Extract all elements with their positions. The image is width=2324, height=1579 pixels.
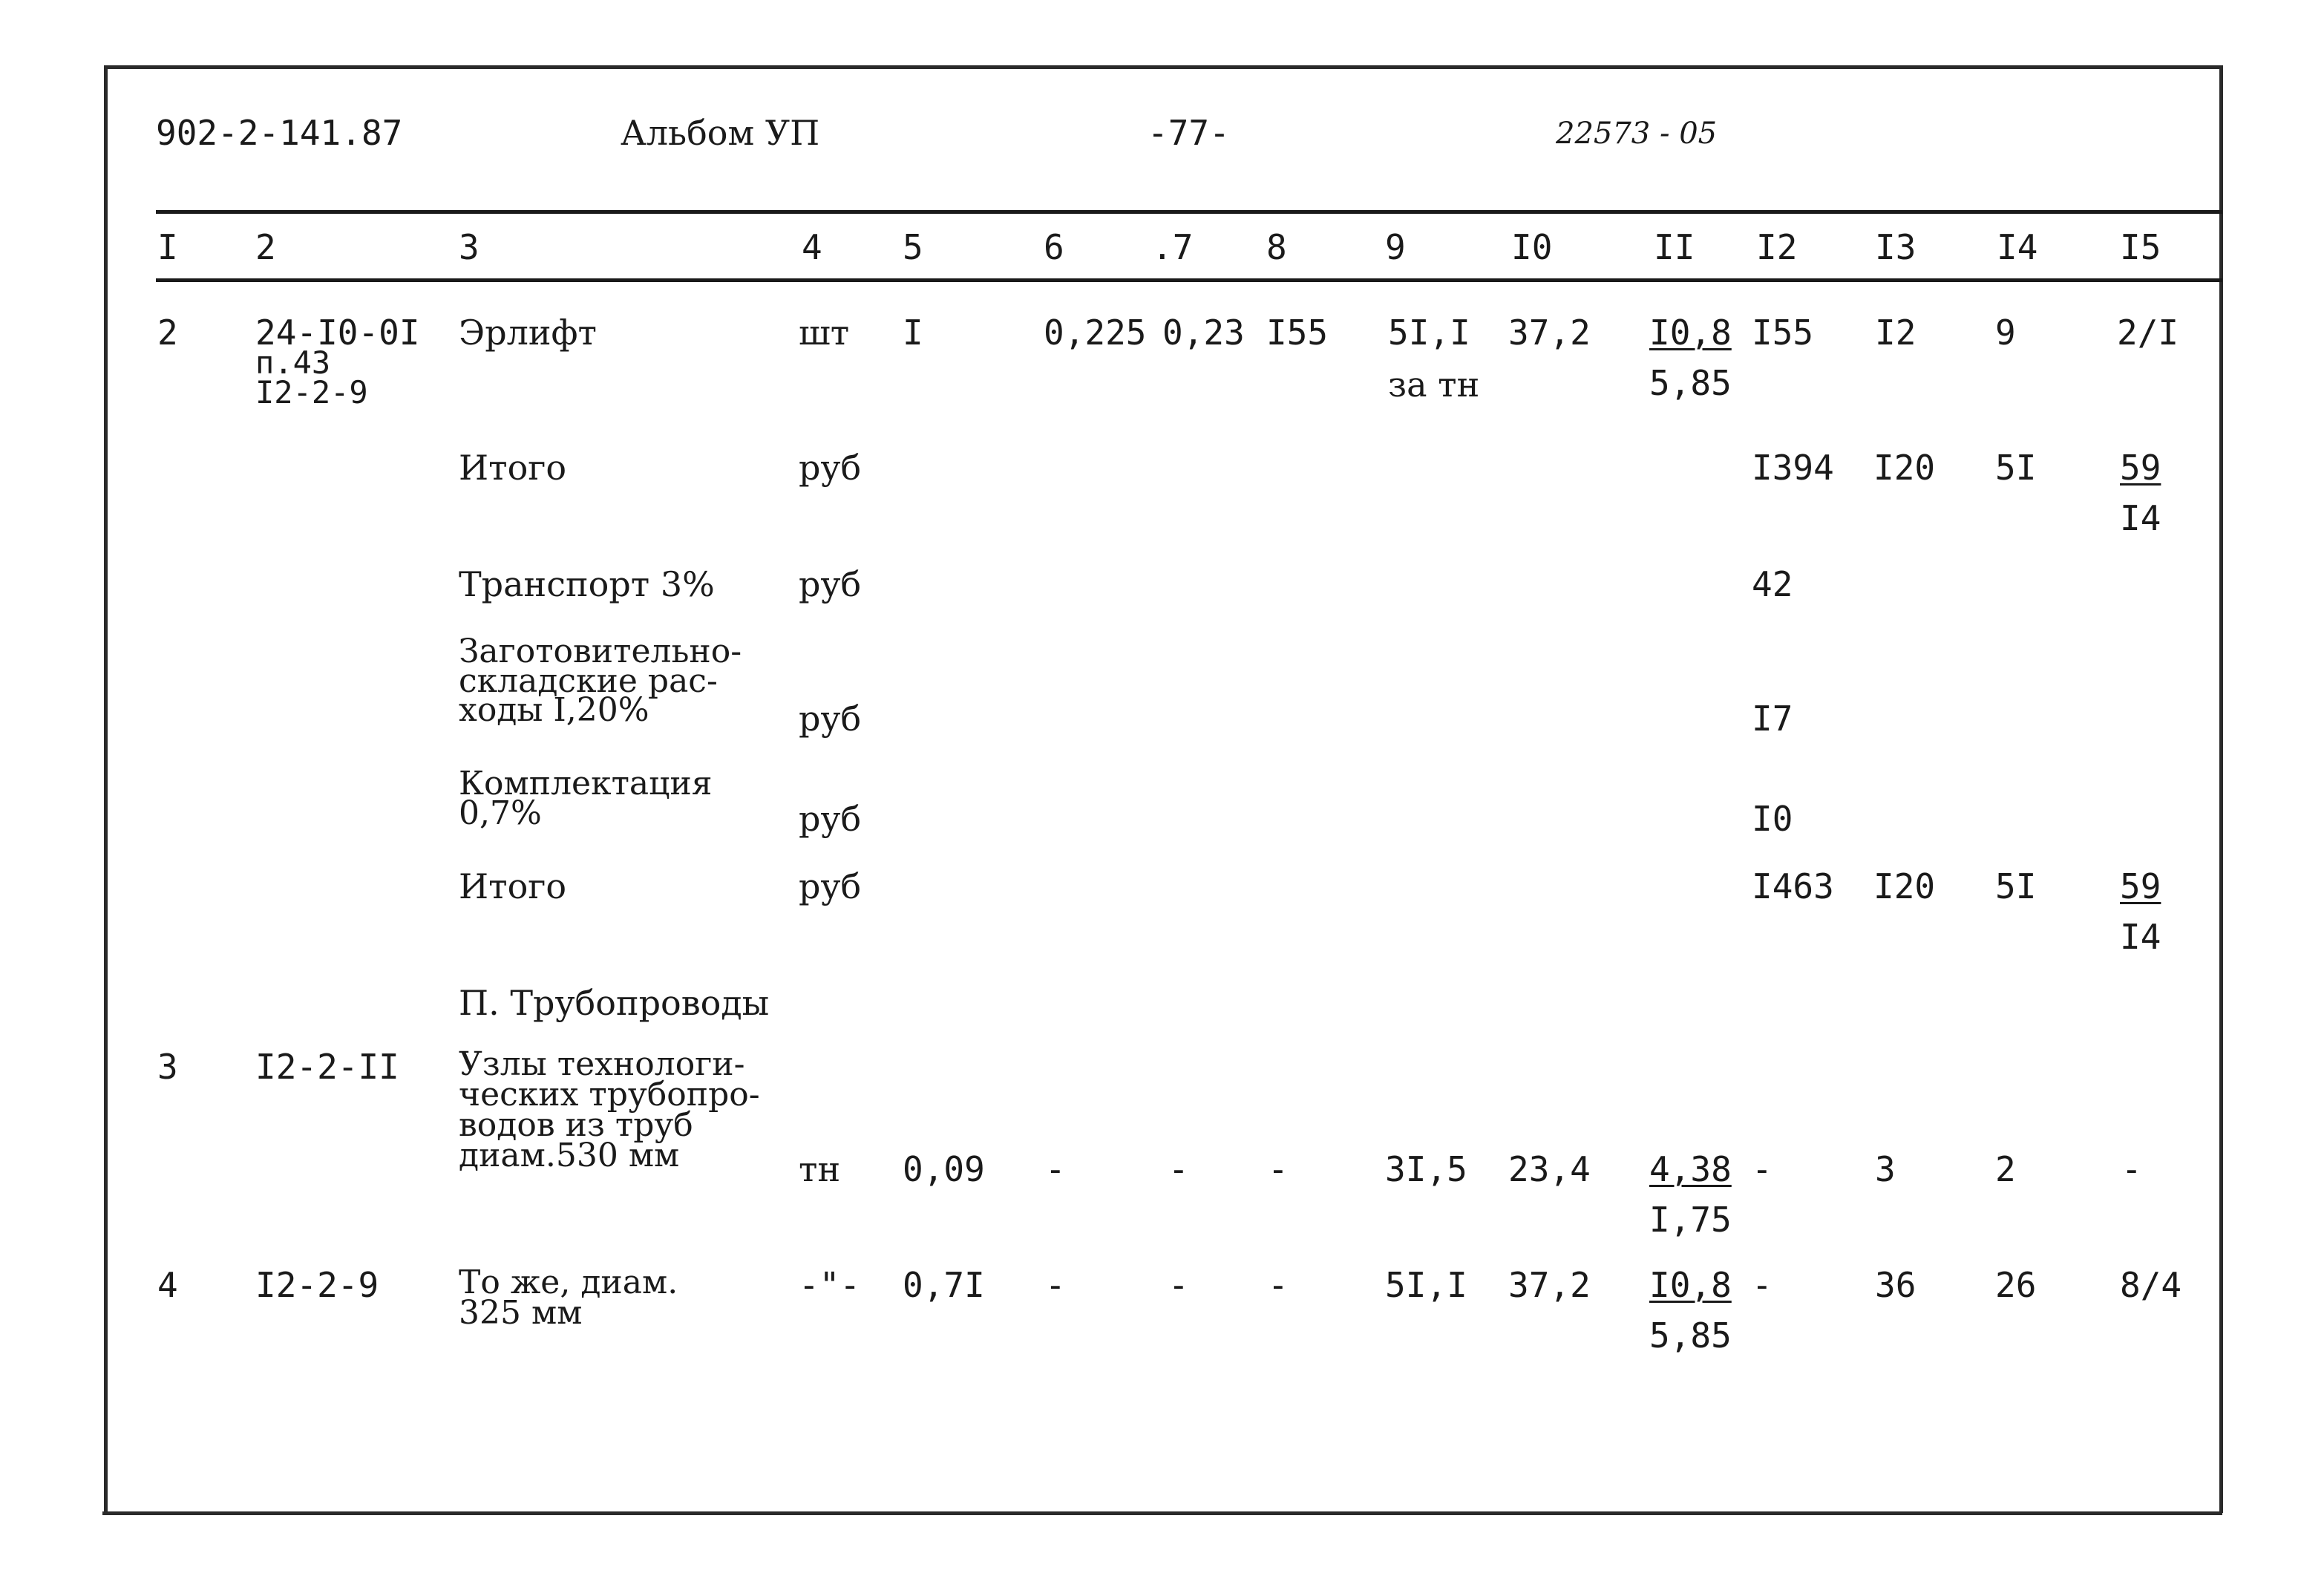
header-bottom-rule xyxy=(156,278,2222,282)
frame-left-border xyxy=(104,65,108,1513)
cell-col12: I394 xyxy=(1752,448,1834,488)
cell-unit: руб xyxy=(799,699,862,739)
cell-code-clause: п.43 xyxy=(255,344,331,381)
column-header: 4 xyxy=(802,227,822,267)
cell-col8: - xyxy=(1268,1149,1289,1189)
cell-name: Транспорт 3% xyxy=(459,564,715,604)
cell-col11-denominator: 5,85 xyxy=(1649,363,1732,403)
column-header: I4 xyxy=(1997,227,2038,267)
column-header: 6 xyxy=(1044,227,1064,267)
cell-col11-numerator: I0,8 xyxy=(1649,313,1732,353)
cell-col6: - xyxy=(1045,1265,1066,1305)
cell-unit: тн xyxy=(799,1149,841,1189)
cell-name: Узлы технологи- ческих трубопро- водов из труб диам.530 мм xyxy=(459,1045,760,1174)
column-header: I3 xyxy=(1875,227,1917,267)
cell-col9: 5I,I xyxy=(1388,313,1470,353)
cell-col11-numerator: 4,38 xyxy=(1649,1149,1732,1189)
cell-col6: - xyxy=(1045,1149,1066,1189)
column-header: 2 xyxy=(255,227,276,267)
cell-col12: - xyxy=(1752,1265,1773,1305)
cell-col10: 37,2 xyxy=(1508,1265,1591,1305)
column-header: I2 xyxy=(1756,227,1798,267)
section-heading: П. Трубопроводы xyxy=(459,983,770,1023)
cell-row-number: 2 xyxy=(157,313,178,353)
archive-number: 22573 - 05 xyxy=(1556,117,1718,151)
cell-col11-denominator: 5,85 xyxy=(1649,1315,1732,1356)
cell-quantity: I xyxy=(903,313,923,353)
column-header: II xyxy=(1654,227,1695,267)
cell-col15-numerator: 59 xyxy=(2120,448,2161,488)
cell-col10: 37,2 xyxy=(1508,313,1591,353)
column-header: 5 xyxy=(903,227,923,267)
table-top-rule xyxy=(156,210,2222,214)
cell-col15: 8/4 xyxy=(2120,1265,2182,1305)
cell-col14: 9 xyxy=(1995,313,2016,353)
cell-col9: 5I,I xyxy=(1385,1265,1467,1305)
cell-unit: руб xyxy=(799,866,862,906)
cell-col13: I2 xyxy=(1875,313,1917,353)
cell-col15: 2/I xyxy=(2117,313,2179,353)
cell-col13: 3 xyxy=(1875,1149,1896,1189)
column-header: 3 xyxy=(459,227,479,267)
cell-row-number: 3 xyxy=(157,1047,178,1087)
cell-name: Итого xyxy=(459,866,567,906)
cell-col12: I55 xyxy=(1752,313,1814,353)
cell-unit: -"- xyxy=(799,1265,861,1305)
cell-col15-numerator: 59 xyxy=(2120,866,2161,906)
frame-right-border xyxy=(2219,65,2223,1513)
cell-col14: 2 xyxy=(1995,1149,2016,1189)
cell-col11-denominator: I,75 xyxy=(1649,1200,1732,1240)
cell-col15: - xyxy=(2121,1149,2142,1189)
cell-unit: руб xyxy=(799,448,862,488)
page-number: -77- xyxy=(1148,113,1230,153)
cell-col9-unit: за тн xyxy=(1388,364,1480,405)
column-header: I xyxy=(157,227,178,267)
cell-col7: - xyxy=(1168,1265,1189,1305)
cell-quantity: 0,09 xyxy=(903,1149,985,1189)
cell-name: То же, диам. 325 мм xyxy=(459,1263,678,1332)
cell-unit: руб xyxy=(799,799,862,839)
cell-code: I2-2-II xyxy=(255,1047,399,1087)
cell-col12: - xyxy=(1752,1149,1773,1189)
cell-col11-numerator: I0,8 xyxy=(1649,1265,1732,1305)
cell-name: Комплектация 0,7% xyxy=(459,765,713,833)
cell-name: Эрлифт xyxy=(459,313,597,353)
cell-unit: руб xyxy=(799,564,862,604)
frame-bottom-border xyxy=(102,1511,2222,1515)
cell-col9: 3I,5 xyxy=(1385,1149,1467,1189)
cell-quantity: 0,7I xyxy=(903,1265,985,1305)
cell-col13: 36 xyxy=(1875,1265,1917,1305)
cell-code: I2-2-9 xyxy=(255,1265,379,1305)
cell-col14: 5I xyxy=(1995,866,2037,906)
column-header: .7 xyxy=(1152,227,1194,267)
cell-code-ref: I2-2-9 xyxy=(255,374,368,411)
cell-col12: I0 xyxy=(1752,799,1793,839)
cell-col14: 26 xyxy=(1995,1265,2037,1305)
cell-code: 24-I0-0I xyxy=(255,313,420,353)
cell-col8: I55 xyxy=(1266,313,1329,353)
cell-name: Заготовительно- складские рас- ходы I,20% xyxy=(459,632,742,730)
cell-col6: 0,225 xyxy=(1044,313,1147,353)
cell-col12: I463 xyxy=(1752,866,1834,906)
cell-row-number: 4 xyxy=(157,1265,178,1305)
cell-unit: шт xyxy=(799,313,850,353)
cell-col7: 0,23 xyxy=(1162,313,1245,353)
column-header: I0 xyxy=(1511,227,1553,267)
cell-name: Итого xyxy=(459,448,567,488)
cell-col7: - xyxy=(1168,1149,1189,1189)
cell-col13: I20 xyxy=(1873,866,1936,906)
column-header: 8 xyxy=(1266,227,1287,267)
album-title: Альбом УП xyxy=(621,113,820,153)
column-header: 9 xyxy=(1385,227,1406,267)
cell-col8: - xyxy=(1268,1265,1289,1305)
frame-top-border xyxy=(105,65,2222,69)
cell-col14: 5I xyxy=(1995,448,2037,488)
doc-code: 902-2-141.87 xyxy=(156,113,403,153)
cell-col12: I7 xyxy=(1752,699,1793,739)
cell-col12: 42 xyxy=(1752,564,1793,604)
cell-col13: I20 xyxy=(1873,448,1936,488)
column-header: I5 xyxy=(2120,227,2161,267)
cell-col10: 23,4 xyxy=(1508,1149,1591,1189)
cell-col15-denominator: I4 xyxy=(2120,917,2161,957)
cell-col15-denominator: I4 xyxy=(2120,498,2161,538)
